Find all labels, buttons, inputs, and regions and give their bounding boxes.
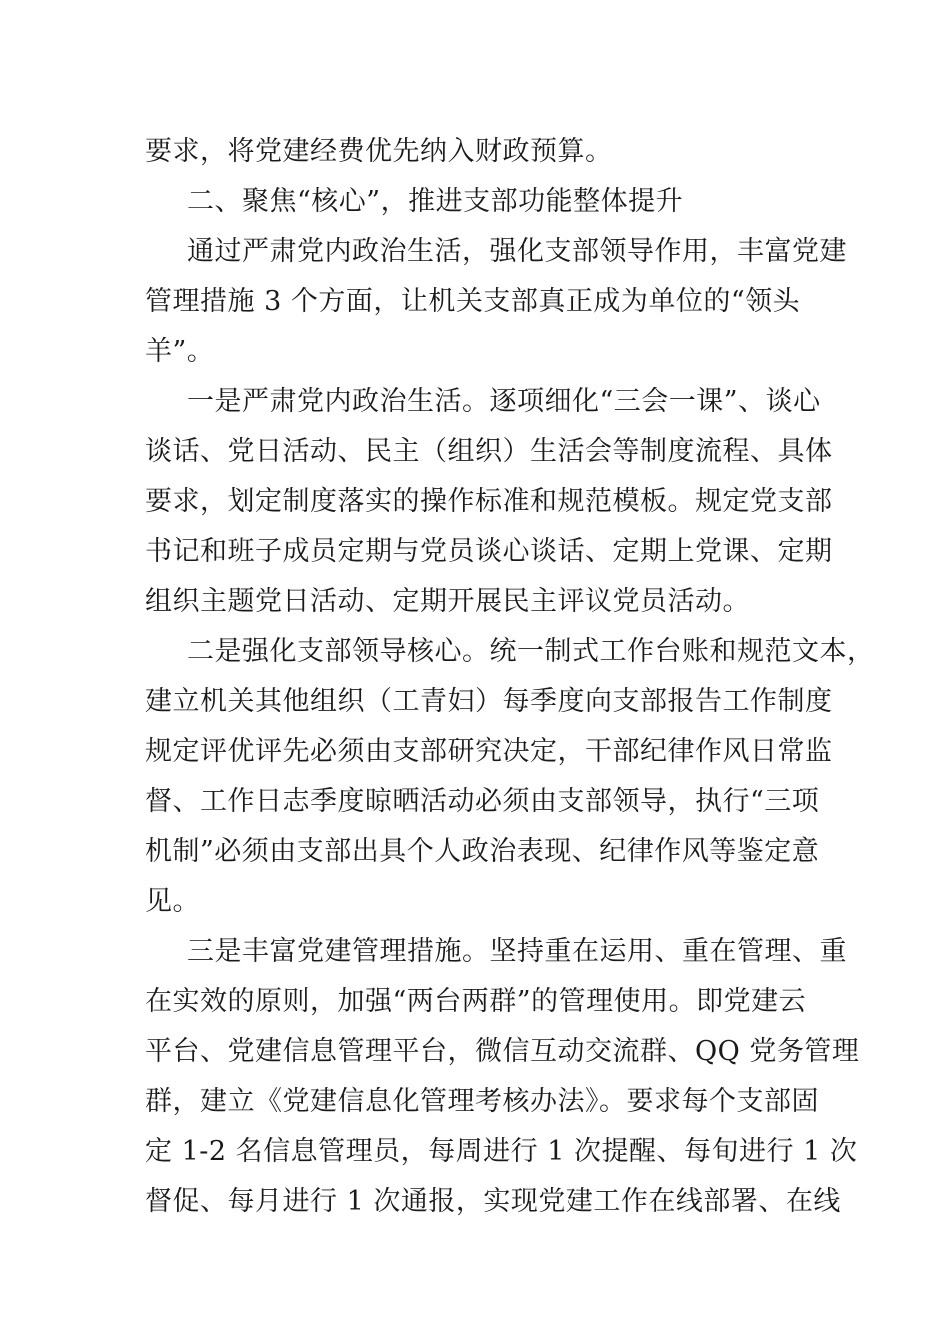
text-line: 见。: [145, 886, 200, 917]
text-line: 群，建立《党建信息化管理考核办法》。要求每个支部固: [145, 1086, 819, 1117]
text-line: 建立机关其他组织（工青妇）每季度向支部报告工作制度: [145, 686, 833, 717]
text-line: 管理措施 3 个方面，让机关支部真正成为单位的“领头: [145, 286, 801, 317]
text-line: 督、工作日志季度晾晒活动必须由支部领导，执行“三项: [145, 786, 820, 817]
text-line: 平台、党建信息管理平台，微信互动交流群、QQ 党务管理: [145, 1036, 860, 1067]
text-line: 要求，将党建经费优先纳入财政预算。: [145, 136, 613, 167]
text-line: 机制”必须由支部出具个人政治表现、纪律作风等鉴定意: [145, 836, 820, 867]
text-line: 书记和班子成员定期与党员谈心谈话、定期上党课、定期: [145, 536, 833, 567]
paragraph-start: 一是严肃党内政治生活。逐项细化“三会一课”、谈心: [187, 386, 821, 417]
section-heading: 二、聚焦“核心”，推进支部功能整体提升: [187, 186, 684, 217]
paragraph-start: 三是丰富党建管理措施。坚持重在运用、重在管理、重: [187, 936, 847, 967]
paragraph-start: 二是强化支部领导核心。统一制式工作台账和规范文本，: [187, 636, 875, 667]
text-line: 在实效的原则，加强“两台两群”的管理使用。即党建云: [145, 986, 807, 1017]
text-line: 组织主题党日活动、定期开展民主评议党员活动。: [145, 586, 750, 617]
paragraph-start: 通过严肃党内政治生活，强化支部领导作用，丰富党建: [187, 236, 847, 267]
text-line: 谈话、党日活动、民主（组织）生活会等制度流程、具体: [145, 436, 833, 467]
text-line: 督促、每月进行 1 次通报，实现党建工作在线部署、在线: [145, 1186, 841, 1217]
text-line: 定 1-2 名信息管理员，每周进行 1 次提醒、每旬进行 1 次: [145, 1136, 858, 1167]
text-line: 羊”。: [145, 336, 215, 367]
text-line: 要求，划定制度落实的操作标准和规范模板。规定党支部: [145, 486, 833, 517]
text-line: 规定评优评先必须由支部研究决定，干部纪律作风日常监: [145, 736, 833, 767]
